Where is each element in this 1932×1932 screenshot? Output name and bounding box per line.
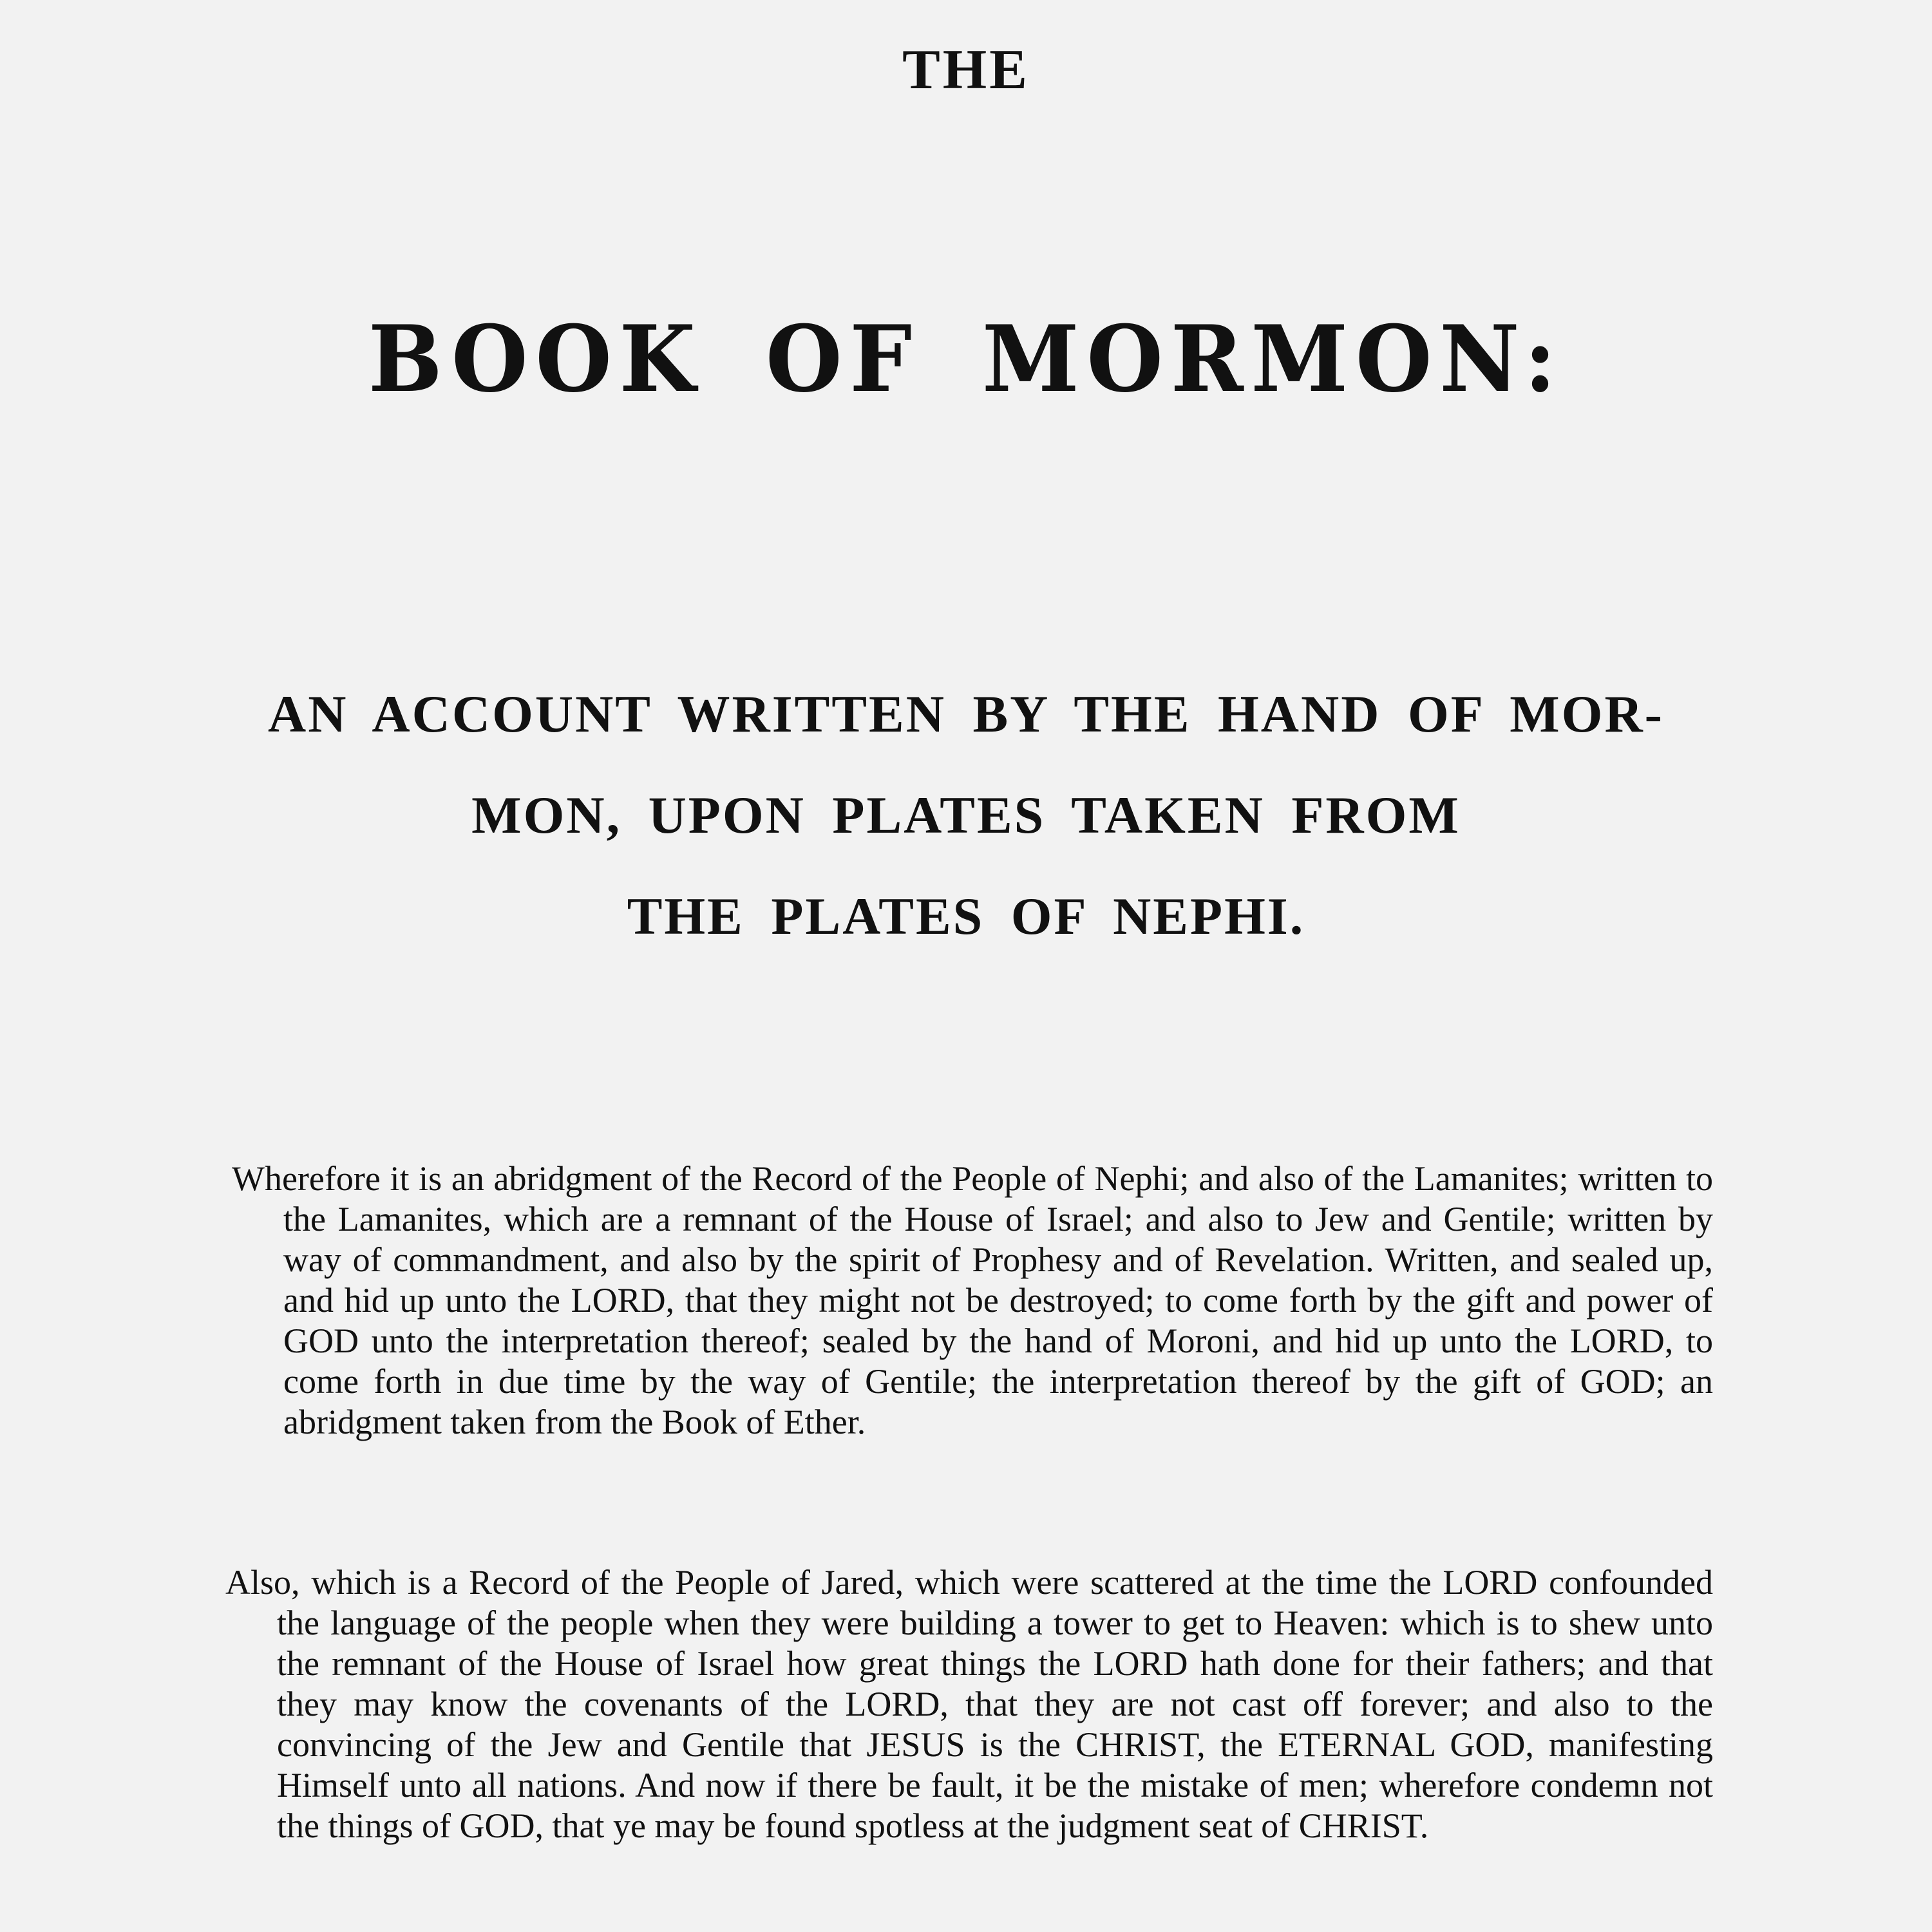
- description-paragraph-2: Also, which is a Record of the People of Jared, which were scattered at the time the LORD confounded the language of the people when they were building a tower to get to Heaven: which is to shew unto the remnant of the House of Israel how great things the LORD hath done for their fathers; and that they may know the covenants of the LORD, that they are not cast off forever; and also to the convincing of the Jew and Gentile that JESUS is the CHRIST, the ETERNAL GOD, manifesting Himself unto all nations. And now if there be fault, it be the mistake of men; wherefore condemn not the things of GOD, that ye may be found spotless at the judgment seat of CHRIST.: [225, 1563, 1713, 1845]
- book-title: BOOK OF MORMON:: [368, 306, 1564, 413]
- subtitle-line: AN ACCOUNT WRITTEN BY THE HAND OF MOR-: [268, 685, 1664, 743]
- subtitle-line: MON, UPON PLATES TAKEN FROM: [471, 786, 1461, 844]
- subtitle-line: THE PLATES OF NEPHI.: [627, 887, 1305, 945]
- title-article: THE: [902, 39, 1030, 101]
- subtitle: [225, 663, 1707, 967]
- description-paragraph-1: Wherefore it is an abridgment of the Record of the People of Nephi; and also of the Lamanites; written to the Lamanites, which are a remnant of the House of Israel; and also to Jew and Gentile; written by way of commandment, and also by the spirit of Prophesy and of Revelation. Written, and sealed up, and hid up unto the LORD, that they might not be destroyed; to come forth by the gift and power of GOD unto the interpretation thereof; sealed by the hand of Moroni, and hid up unto the LORD, to come forth in due time by the way of Gentile; the interpretation thereof by the gift of GOD; an abridgment taken from the Book of Ether.: [232, 1159, 1713, 1441]
